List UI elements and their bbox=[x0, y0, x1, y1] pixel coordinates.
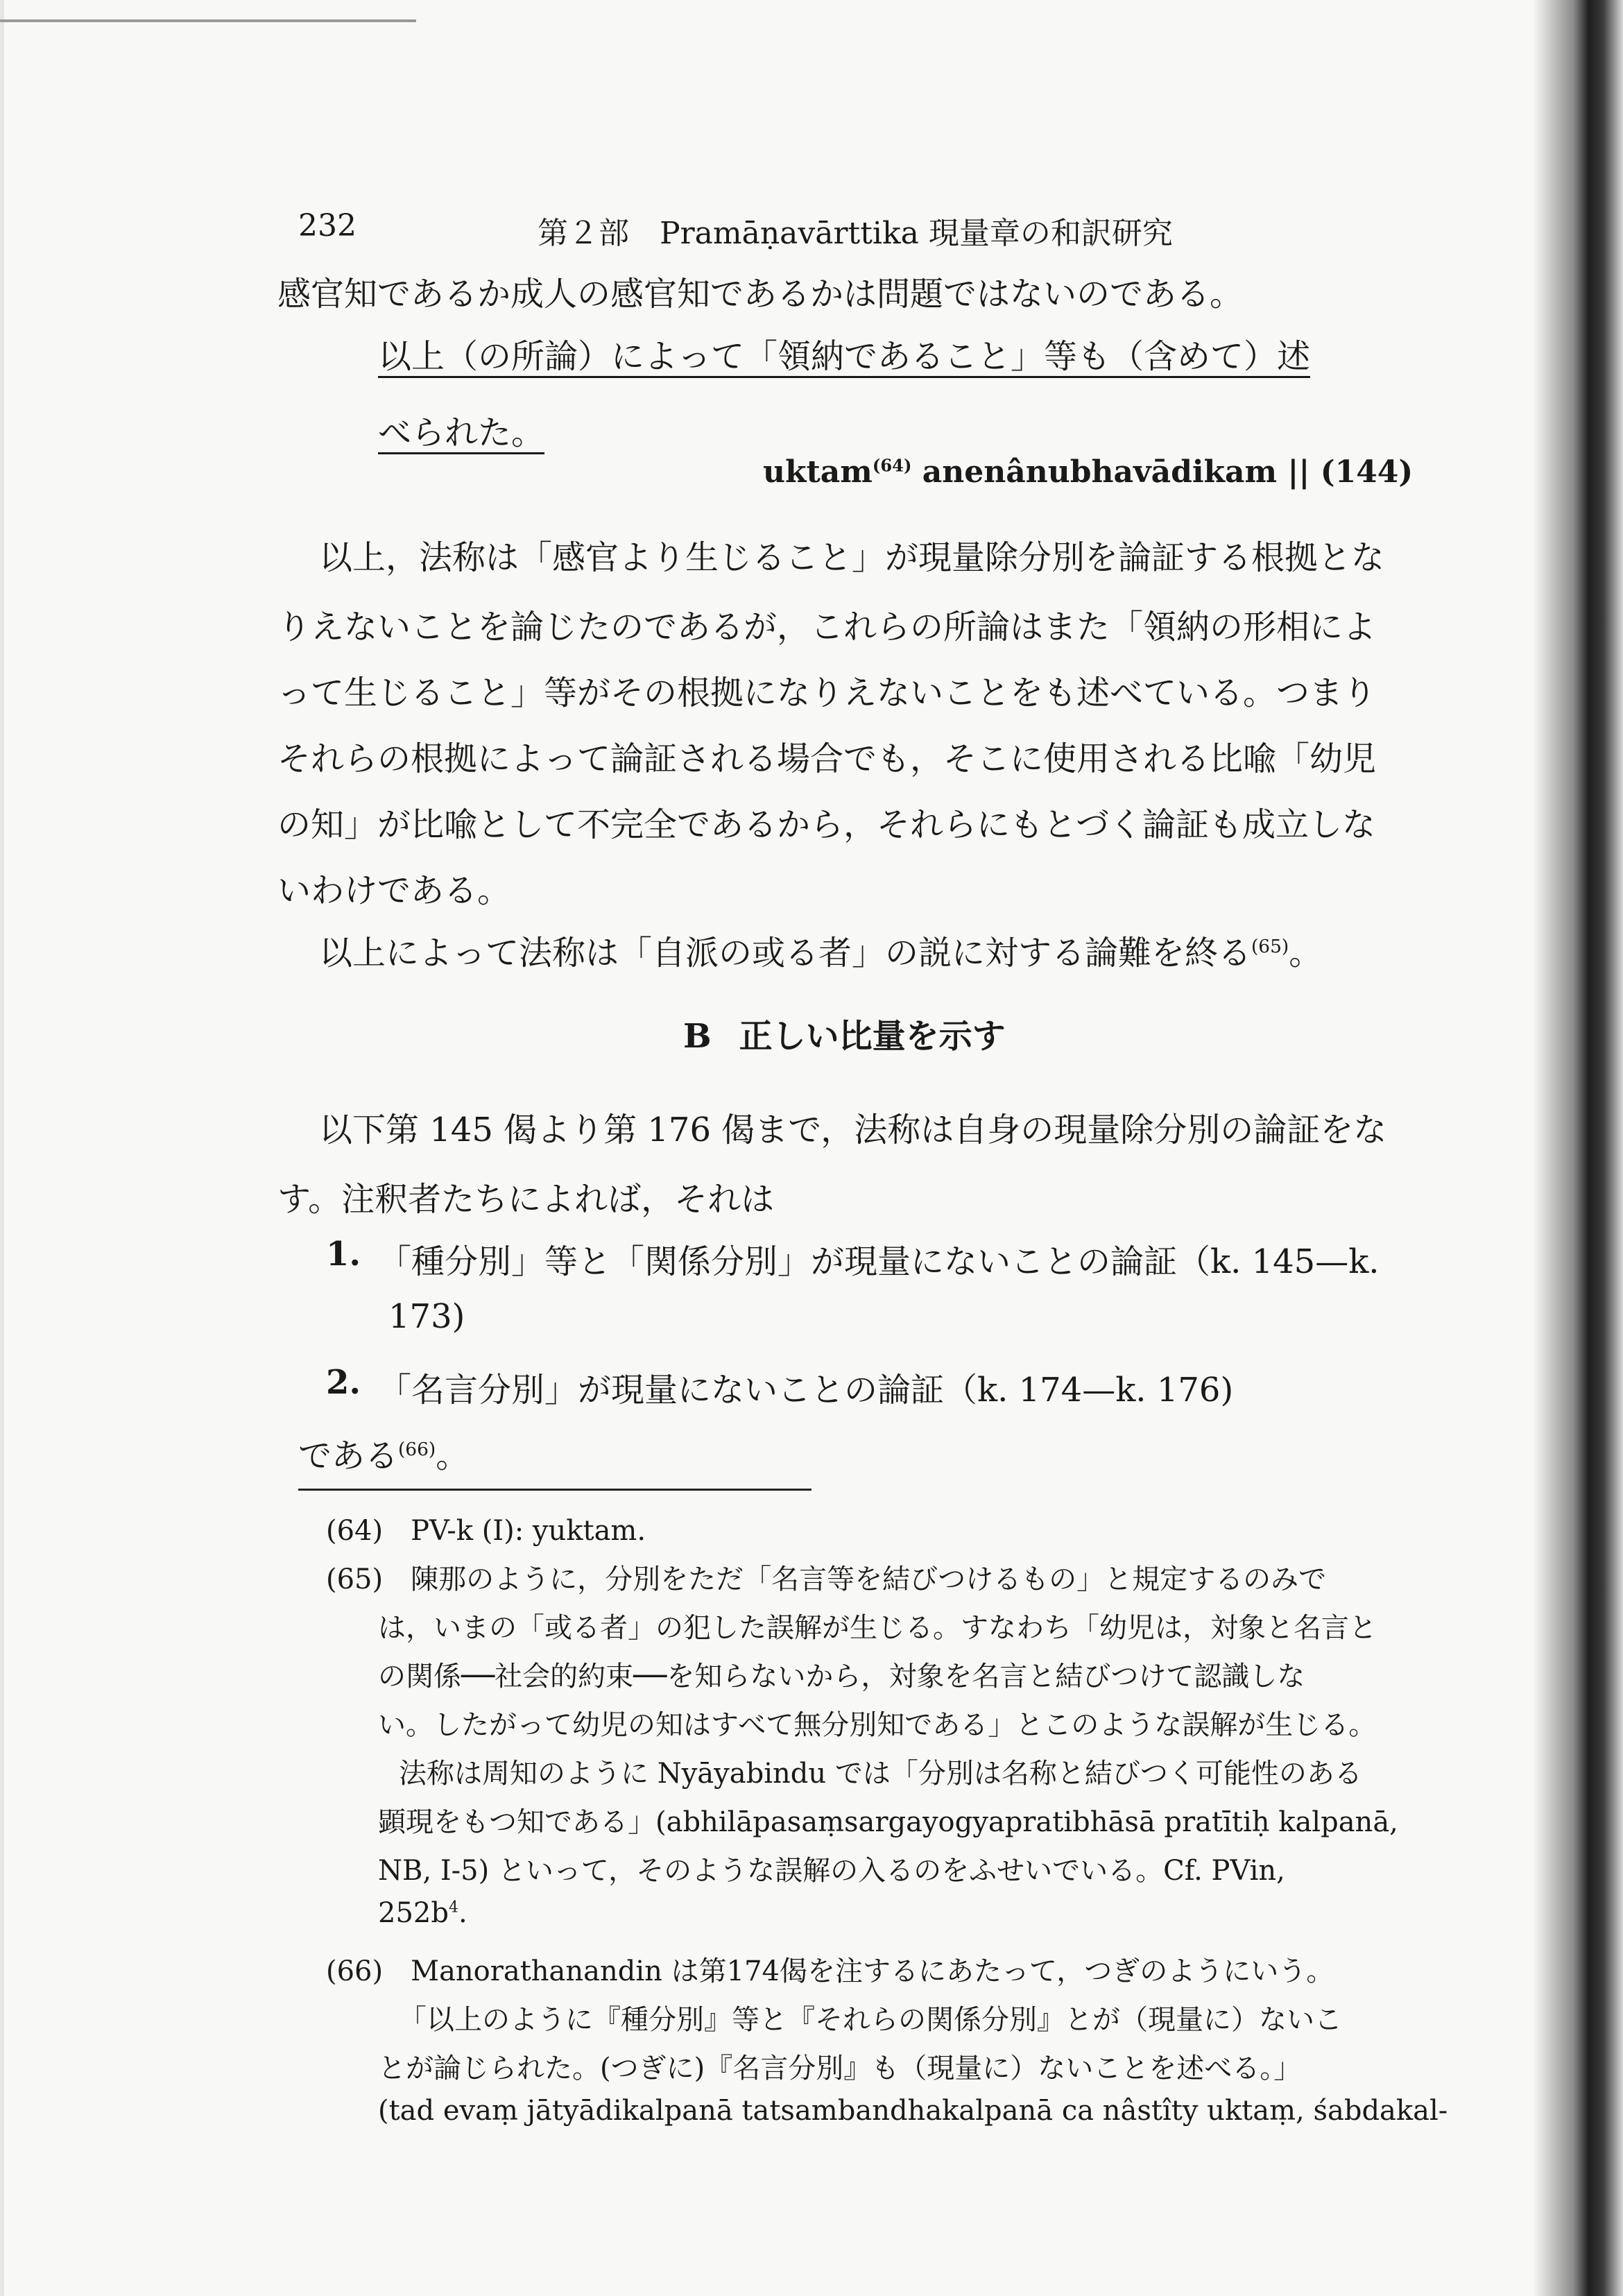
footnote-65-ref-text: 252b bbox=[378, 1897, 449, 1929]
page-number: 232 bbox=[298, 208, 357, 243]
sanskrit-verse-a: uktam bbox=[763, 454, 873, 490]
closing-text: である bbox=[298, 1437, 399, 1475]
section-title: 正しい比量を示す bbox=[739, 1017, 1006, 1056]
list-item-1-continuation: 173) bbox=[388, 1297, 465, 1336]
para1-line-5: の知」が比喩として不完全であるから，それらにもとづく論証も成立しな bbox=[277, 805, 1376, 844]
carryover-line: 感官知であるか成人の感官知であるかは問題ではないのである。 bbox=[277, 275, 1244, 314]
sanskrit-verse-b: anenânubhavādikam || (144) bbox=[911, 454, 1414, 490]
para1-line-6: いわけである。 bbox=[277, 871, 511, 910]
para1-line-3: って生じること」等がその根拠になりえないことをも述べている。つまり bbox=[277, 674, 1377, 712]
footnote-66-line-1: (66) Manorathanandin は第174偈を注するにあたって，つぎのようにいう。 bbox=[326, 1955, 1334, 1987]
footnote-65-line-8 bbox=[378, 1897, 467, 1929]
para1-line-4: それらの根拠によって論証される場合でも，そこに使用される比喩「幼児 bbox=[277, 739, 1377, 778]
footnote-65-line-3: の関係──社会的約束──を知らないから，対象を名言と結びつけて認識しな bbox=[378, 1661, 1305, 1693]
section-label: B bbox=[683, 1017, 712, 1056]
footnote-65-line-1: (65) 陳那のように，分別をただ「名言等を結びつけるもの」と規定するのみで bbox=[326, 1563, 1327, 1595]
scan-binding-shadow bbox=[1533, 0, 1623, 2296]
closing-line bbox=[298, 1429, 469, 1477]
footnote-64: (64) PV-k (I): yuktam. bbox=[326, 1515, 646, 1547]
footnote-65-line-7: NB, I-5) といって，そのような誤解の入るのをふせいでいる。Cf. PVin, bbox=[378, 1855, 1285, 1887]
footnote-65-line-5: 法称は周知のように Nyāyabindu では「分別は名称と結びつく可能性のある bbox=[399, 1758, 1362, 1790]
footnote-65-line-4: い。したがって幼児の知はすべて無分別知である」とこのような誤解が生じる。 bbox=[378, 1709, 1377, 1741]
list-item-2-number: 2. bbox=[326, 1363, 361, 1402]
intro-line-2: す。注釈者たちによれば，それは bbox=[277, 1180, 775, 1219]
footnote-65-ref-end: . bbox=[458, 1897, 467, 1929]
para1-line-1: 以上，法称は「感官より生じること」が現量除分別を論証する根拠とな bbox=[319, 538, 1385, 577]
scan-left-edge bbox=[0, 0, 4, 2296]
para2-text: 以上によって法称は「自派の或る者」の説に対する論難を終る bbox=[319, 934, 1252, 973]
intro-line-1: 以下第 145 偈より第 176 偈まで，法称は自身の現量除分別の論証をな bbox=[319, 1111, 1387, 1149]
footnote-ref-65: (65) bbox=[1251, 936, 1289, 957]
list-item-2-text: 「名言分別」が現量にないことの論証（k. 174—k. 176) bbox=[378, 1371, 1234, 1410]
footnote-65-line-2: は，いまの「或る者」の犯した誤解が生じる。すなわち「幼児は，対象と名言と bbox=[378, 1612, 1377, 1644]
para1-line-2: りえないことを論じたのであるが，これらの所論はまた「領納の形相によ bbox=[277, 608, 1377, 646]
sanskrit-verse bbox=[763, 454, 1413, 490]
footnote-65-ref-sup: 4 bbox=[448, 1899, 458, 1917]
para2-line bbox=[319, 926, 1322, 974]
footnote-divider bbox=[298, 1489, 812, 1491]
scan-top-line bbox=[0, 19, 416, 22]
list-item-1-number: 1. bbox=[326, 1235, 361, 1274]
footnote-65-line-6: 顕現をもつ知である」(abhilāpasaṃsargayogyapratibhāsā pratītiḥ kalpanā, bbox=[378, 1806, 1398, 1838]
footnote-66-line-4: (tad evaṃ jātyādikalpanā tatsambandhakalpanā ca nâstîty uktaṃ, śabdakal- bbox=[378, 2095, 1448, 2127]
section-heading bbox=[683, 1009, 1006, 1057]
footnote-66-line-2: 「以上のように『種分別』等と『それらの関係分別』とが（現量に）ないこ bbox=[399, 2004, 1342, 2036]
verse-translation-line-1: 以上（の所論）によって「領納であること」等も（含めて）述 bbox=[378, 337, 1311, 376]
closing-end: 。 bbox=[436, 1437, 470, 1475]
running-title: 第２部 Pramāṇavārttika 現量章の和訳研究 bbox=[538, 216, 1173, 251]
footnote-ref-64: (64) bbox=[872, 455, 912, 476]
para2-end: 。 bbox=[1289, 934, 1323, 973]
footnote-ref-66: (66) bbox=[398, 1439, 436, 1460]
verse-translation-line-2: べられた。 bbox=[378, 413, 545, 452]
footnote-66-line-3: とが論じられた。(つぎに)『名言分別』も（現量に）ないことを述べる。」 bbox=[378, 2053, 1302, 2084]
list-item-1-text: 「種分別」等と「関係分別」が現量にないことの論証（k. 145—k. bbox=[378, 1242, 1380, 1281]
